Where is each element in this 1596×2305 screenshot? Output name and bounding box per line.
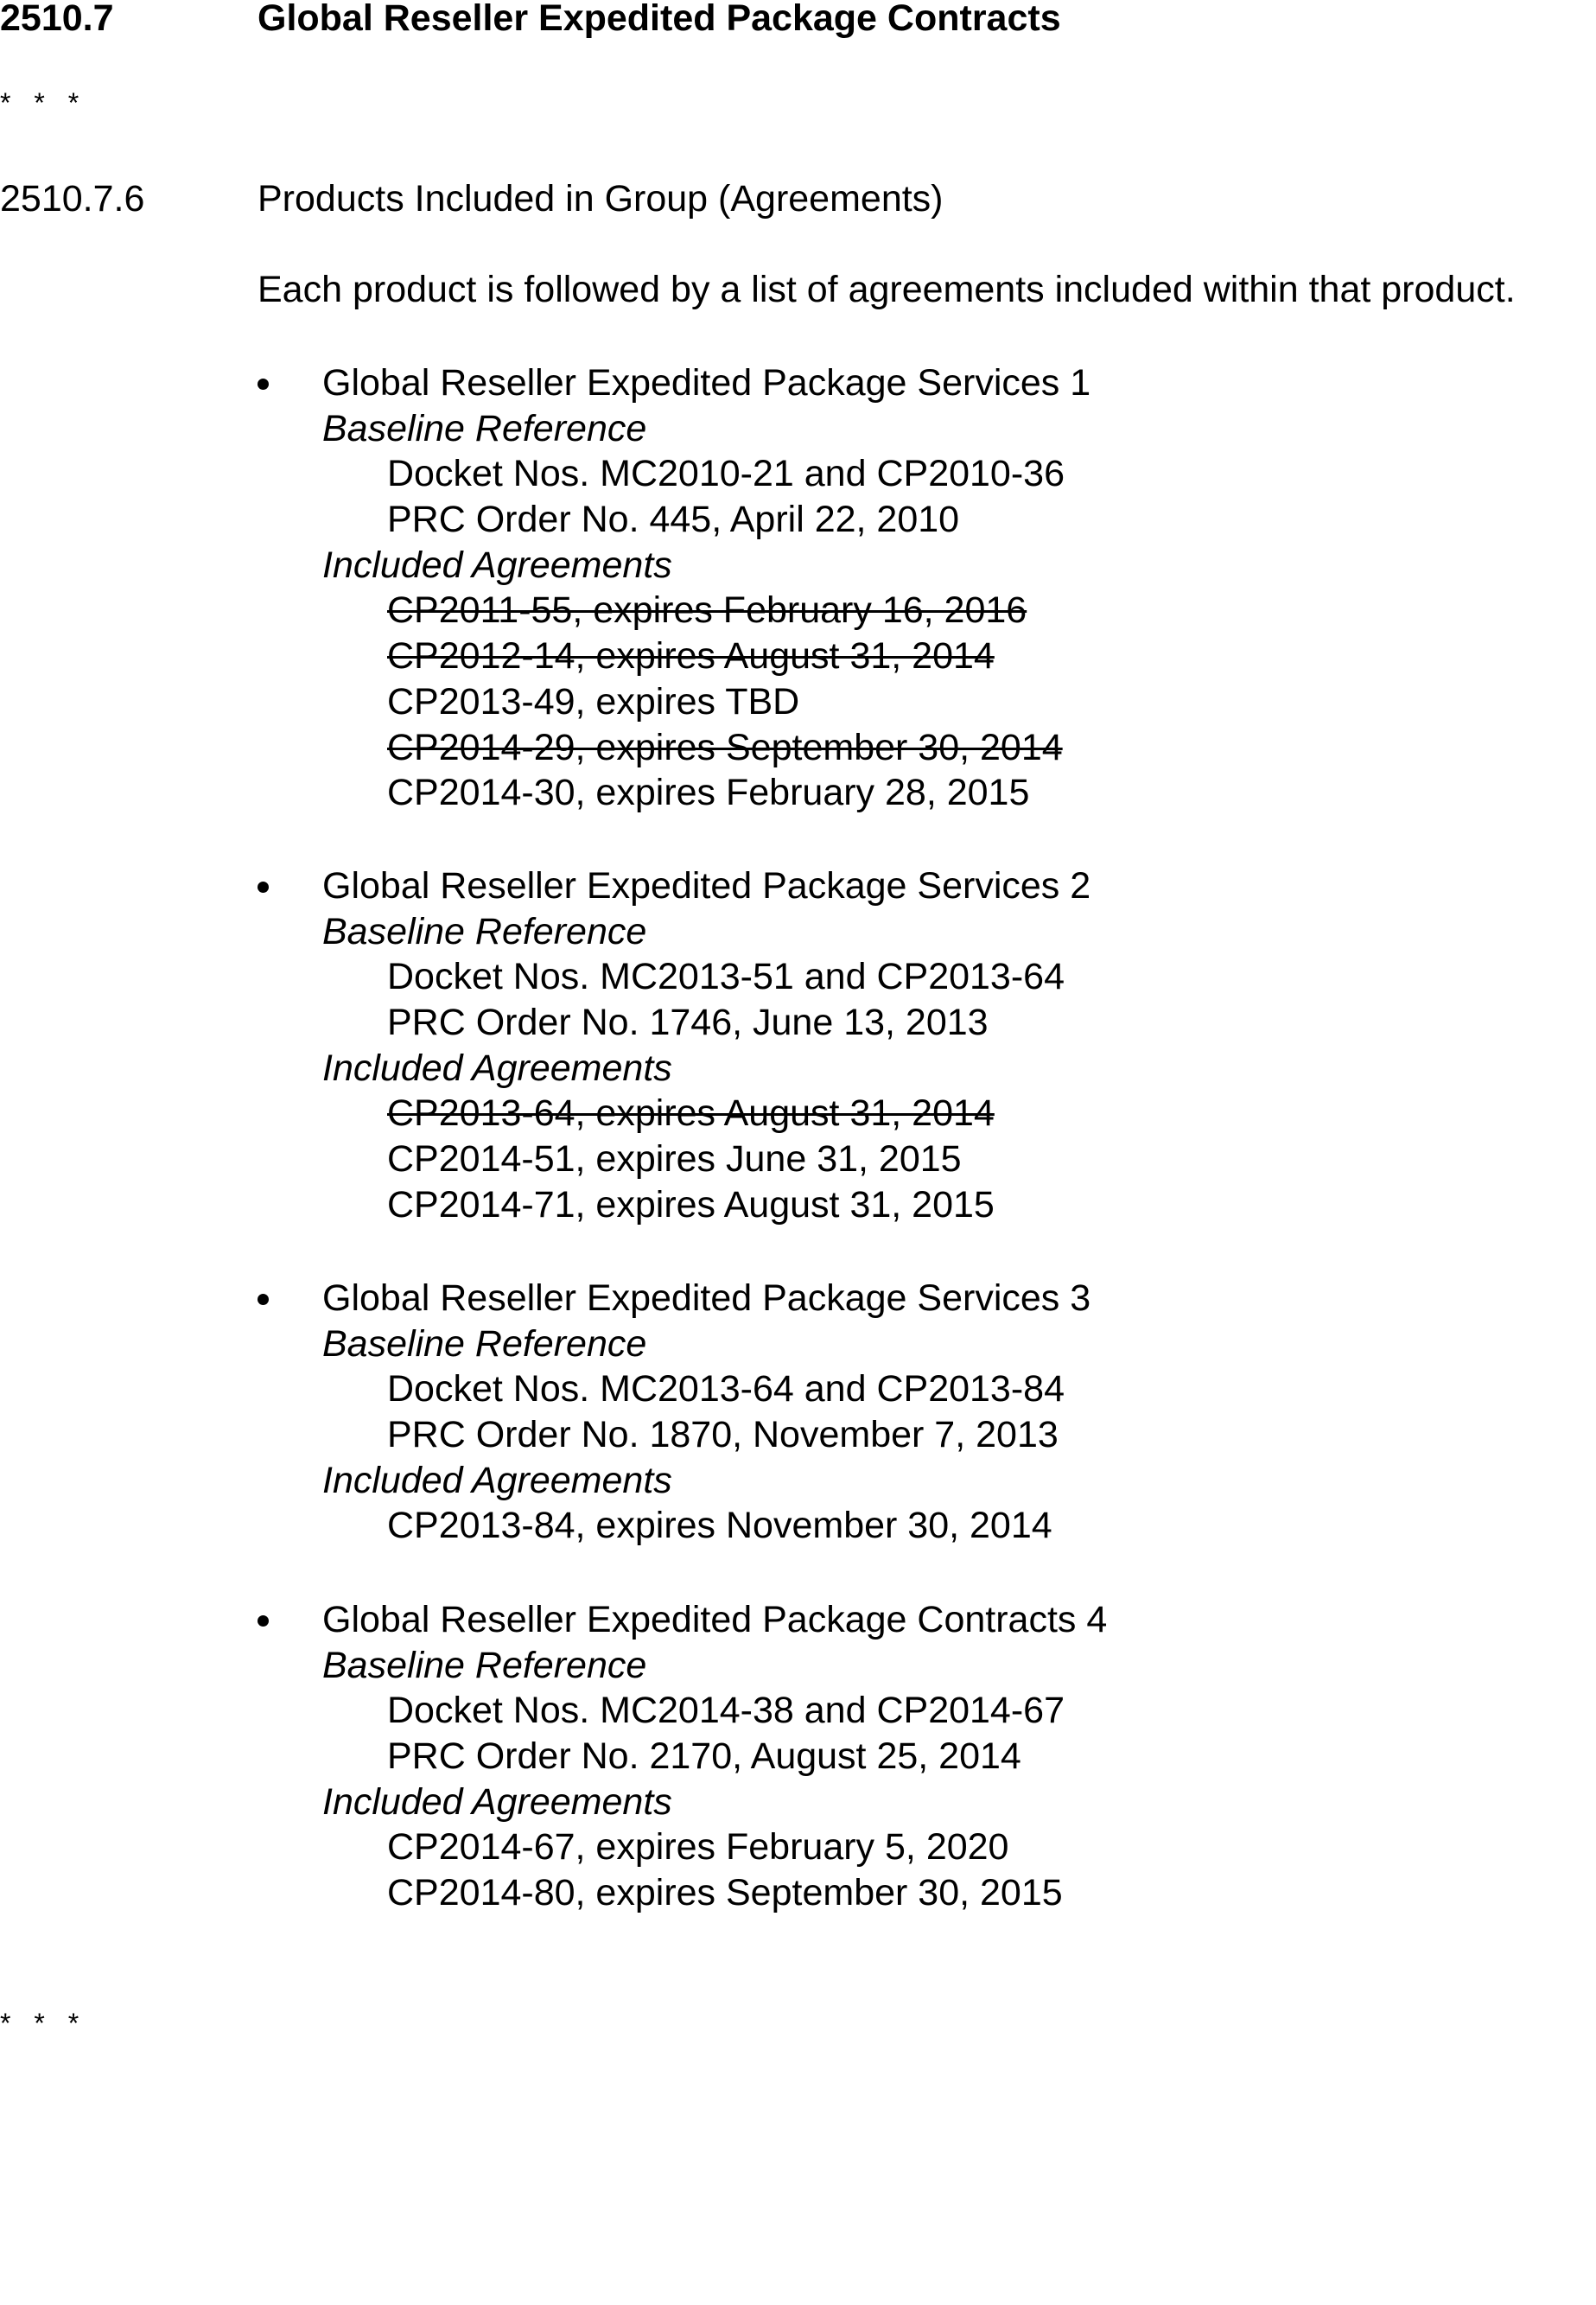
baseline-order: PRC Order No. 1746, June 13, 2013 <box>387 1002 989 1044</box>
baseline-label: Baseline Reference <box>322 1322 647 1365</box>
product-item <box>258 360 1554 816</box>
baseline-docket: Docket Nos. MC2010-21 and CP2010-36 <box>387 453 1065 495</box>
omission-marker-bottom: * * * <box>0 2008 87 2039</box>
baseline-docket: Docket Nos. MC2014-38 and CP2014-67 <box>387 1690 1065 1732</box>
section-number: 2510.7 <box>0 0 114 39</box>
bullet-icon <box>258 882 269 893</box>
agreement: CP2013-84, expires November 30, 2014 <box>387 1505 1052 1547</box>
agreement: CP2014-67, expires February 5, 2020 <box>387 1826 1009 1869</box>
subsection-number: 2510.7.6 <box>0 178 145 220</box>
agreement-struck: CP2014-29, expires September 30, 2014 <box>387 726 1063 768</box>
bullet-icon <box>258 1615 269 1627</box>
product-name-row <box>258 863 1554 909</box>
baseline-order: PRC Order No. 2170, August 25, 2014 <box>387 1735 1021 1778</box>
baseline-order: PRC Order No. 1870, November 7, 2013 <box>387 1414 1059 1456</box>
product-name: Global Reseller Expedited Package Services 1 <box>322 362 1091 404</box>
baseline-docket: Docket Nos. MC2013-51 and CP2013-64 <box>387 956 1065 998</box>
section-title: Global Reseller Expedited Package Contracts <box>258 0 1061 39</box>
included-label: Included Agreements <box>322 1780 672 1823</box>
agreement: CP2014-71, expires August 31, 2015 <box>387 1183 995 1226</box>
bullet-icon <box>258 379 269 390</box>
baseline-label: Baseline Reference <box>322 910 647 952</box>
agreement: CP2014-80, expires September 30, 2015 <box>387 1872 1063 1914</box>
product-item <box>258 1276 1554 1549</box>
agreement: CP2013-49, expires TBD <box>387 680 800 723</box>
product-item <box>258 1597 1554 1916</box>
product-name: Global Reseller Expedited Package Services 3 <box>322 1277 1091 1319</box>
product-name: Global Reseller Expedited Package Services 2 <box>322 865 1091 907</box>
product-name: Global Reseller Expedited Package Contracts 4 <box>322 1599 1108 1640</box>
baseline-label: Baseline Reference <box>322 1644 647 1686</box>
included-label: Included Agreements <box>322 544 672 586</box>
subsection-title: Products Included in Group (Agreements) <box>258 178 944 220</box>
product-item <box>258 863 1554 1228</box>
product-name-row <box>258 1276 1554 1321</box>
intro-paragraph: Each product is followed by a list of agreements included within that product. <box>258 269 1516 310</box>
included-label: Included Agreements <box>322 1047 672 1089</box>
agreement-struck: CP2012-14, expires August 31, 2014 <box>387 635 995 678</box>
agreement: CP2014-30, expires February 28, 2015 <box>387 772 1030 814</box>
product-name-row <box>258 1597 1554 1643</box>
baseline-docket: Docket Nos. MC2013-64 and CP2013-84 <box>387 1368 1065 1410</box>
agreement: CP2014-51, expires June 31, 2015 <box>387 1138 962 1181</box>
included-label: Included Agreements <box>322 1459 672 1501</box>
bullet-icon <box>258 1294 269 1305</box>
product-name-row <box>258 360 1554 406</box>
omission-marker-top: * * * <box>0 87 87 118</box>
agreement-struck: CP2013-64, expires August 31, 2014 <box>387 1092 995 1135</box>
baseline-label: Baseline Reference <box>322 407 647 449</box>
baseline-order: PRC Order No. 445, April 22, 2010 <box>387 499 960 541</box>
agreement-struck: CP2011-55, expires February 16, 2016 <box>387 589 1027 632</box>
